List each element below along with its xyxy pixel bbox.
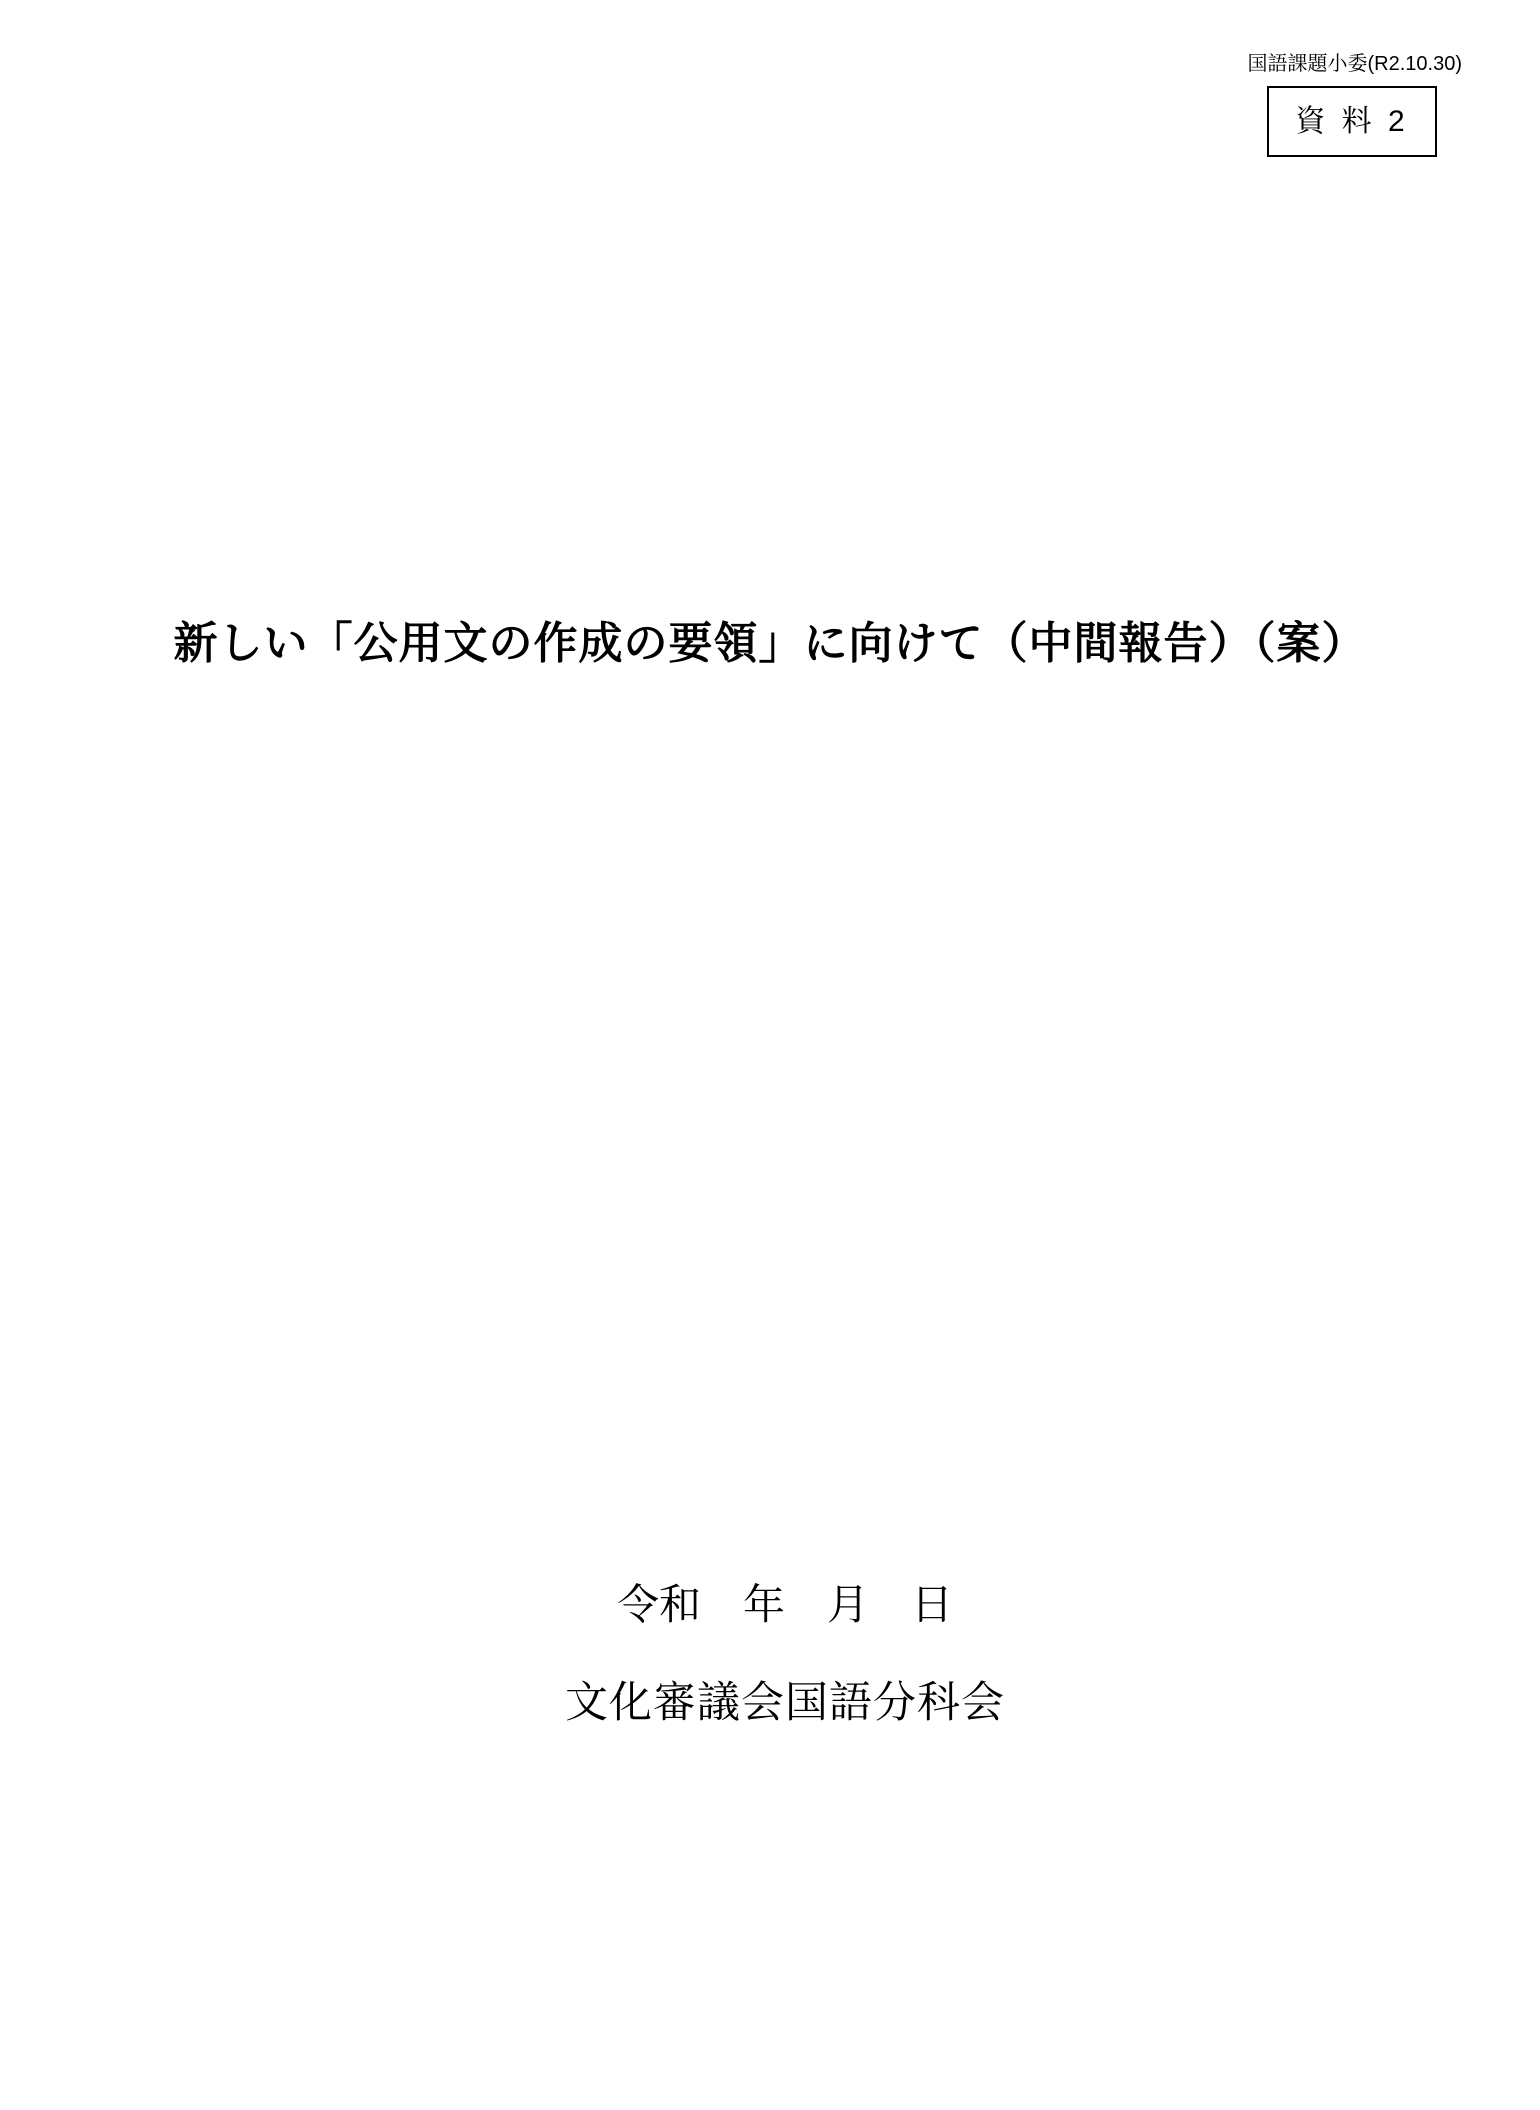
document-title: 新しい「公用文の作成の要領」に向けて（中間報告）（案） (173, 619, 1367, 668)
organization-name: 文化審議会国語分科会 (565, 1679, 1005, 1727)
committee-label: 国語課題小委(R2.10.30) (1247, 53, 1462, 75)
date-line: 令和 年 月 日 (616, 1581, 953, 1628)
document-number-label: 資 料 2 (1295, 104, 1409, 138)
document-number-box (1267, 86, 1437, 157)
